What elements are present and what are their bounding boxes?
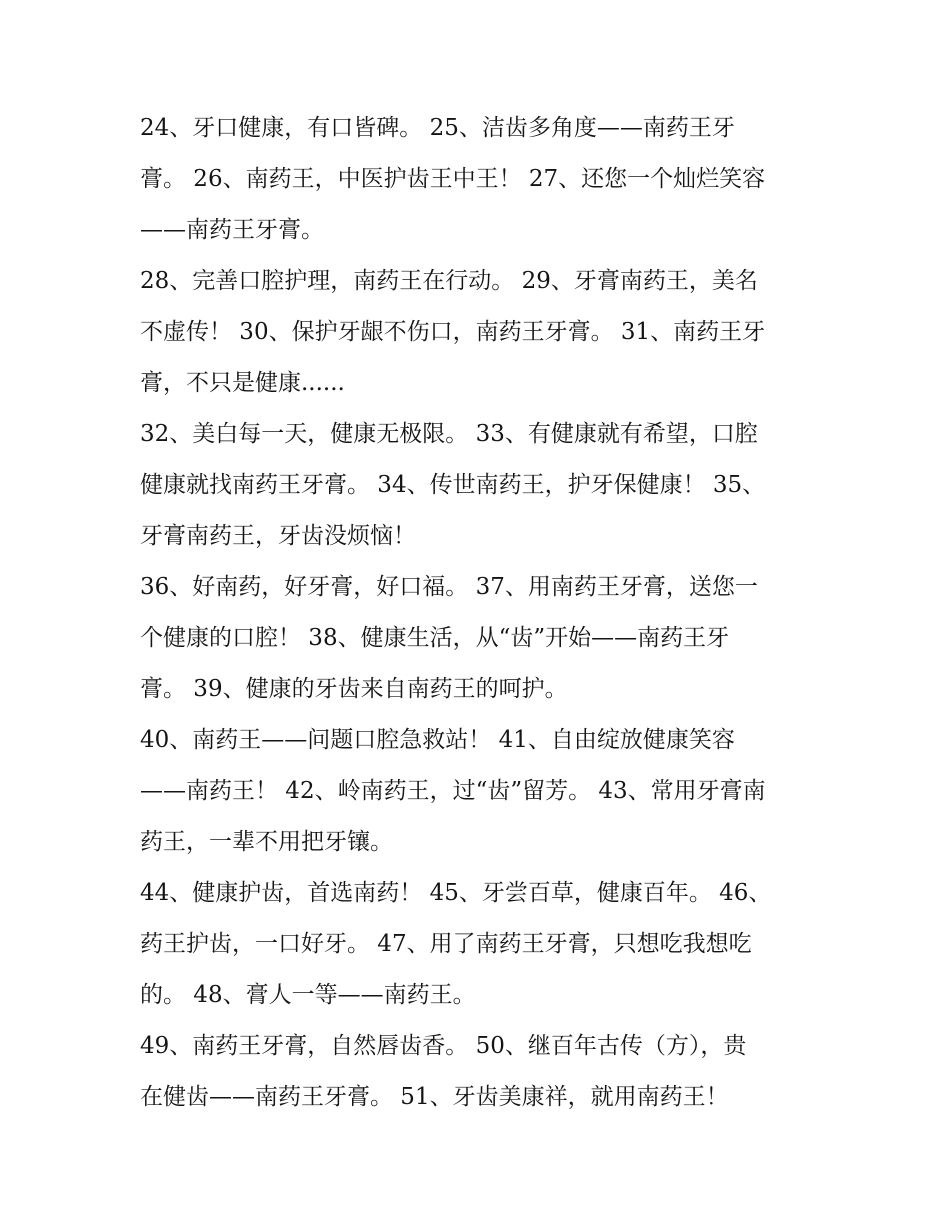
text-line: 的。 48、膏人一等——南药王。: [140, 982, 476, 1008]
text-line: 牙膏南药王，牙齿没烦恼！: [140, 523, 416, 549]
text-line: 膏，不只是健康......: [140, 370, 345, 396]
paragraph-slogans-24-27: [140, 103, 810, 256]
text-line: 不虚传！ 30、保护牙龈不伤口，南药王牙膏。 31、南药王牙: [140, 319, 766, 345]
text-line: 32、美白每一天，健康无极限。 33、有健康就有希望，口腔: [140, 421, 758, 447]
paragraph-slogans-40-43: [140, 715, 810, 868]
text-line: ——南药王！ 42、岭南药王，过“齿”留芳。 43、常用牙膏南: [140, 778, 766, 804]
text-line: 个健康的口腔！ 38、健康生活，从“齿”开始——南药王牙: [140, 625, 730, 651]
paragraph-slogans-28-31: [140, 256, 810, 409]
text-line: 24、牙口健康，有口皆碑。 25、洁齿多角度——南药王牙: [140, 115, 735, 141]
text-line: 膏。 26、南药王，中医护齿王中王！ 27、还您一个灿烂笑容: [140, 166, 766, 192]
document-body: [140, 103, 810, 1123]
text-line: 药王护齿，一口好牙。 47、用了南药王牙膏，只想吃我想吃: [140, 931, 752, 957]
text-line: 49、南药王牙膏，自然唇齿香。 50、继百年古传（方），贵: [140, 1033, 747, 1059]
text-line: 28、完善口腔护理，南药王在行动。 29、牙膏南药王，美名: [140, 268, 758, 294]
text-line: 36、好南药，好牙膏，好口福。 37、用南药王牙膏，送您一: [140, 574, 758, 600]
text-line: ——南药王牙膏。: [140, 217, 324, 243]
text-line: 药王，一辈不用把牙镶。: [140, 829, 393, 855]
paragraph-slogans-36-39: [140, 562, 810, 715]
text-line: 44、健康护齿，首选南药！ 45、牙尝百草，健康百年。 46、: [140, 880, 772, 906]
paragraph-slogans-32-35: [140, 409, 810, 562]
paragraph-slogans-44-48: [140, 868, 810, 1021]
text-line: 在健齿——南药王牙膏。 51、牙齿美康祥，就用南药王！: [140, 1084, 729, 1110]
text-line: 40、南药王——问题口腔急救站！ 41、自由绽放健康笑容: [140, 727, 735, 753]
text-line: 膏。 39、健康的牙齿来自南药王的呵护。: [140, 676, 568, 702]
text-line: 健康就找南药王牙膏。 34、传世南药王，护牙保健康！ 35、: [140, 472, 766, 498]
paragraph-slogans-49-51: [140, 1021, 810, 1123]
